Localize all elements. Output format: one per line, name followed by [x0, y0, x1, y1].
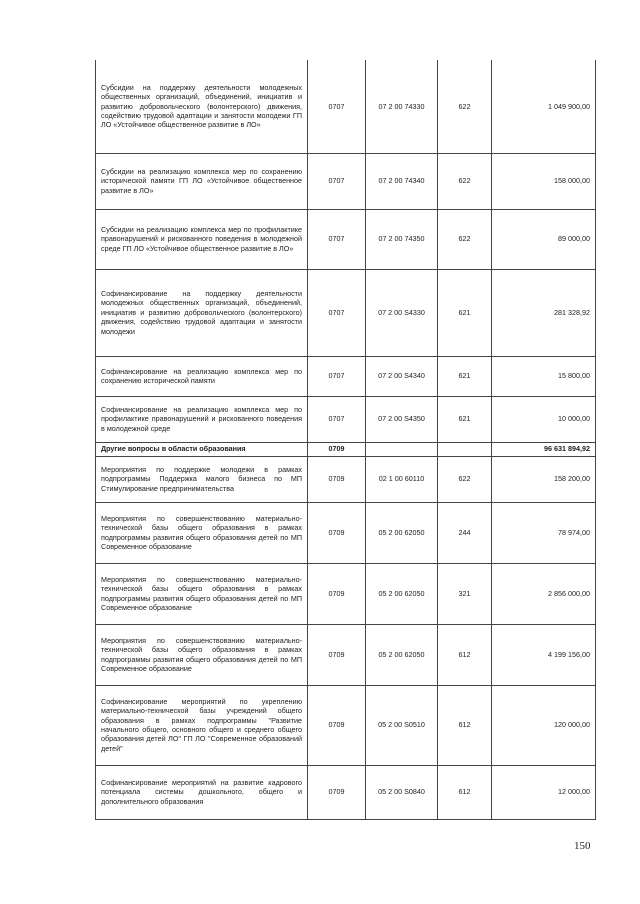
row-expense-type: 621	[438, 356, 492, 396]
row-description: Субсидии на поддержку деятельности молодежных общественных организаций, объединений, инициатив и развитию добровольческого (волонтерского) движения, содействию трудовой адаптации и занятости молодежи ГП ЛО «Устойчивое общественное развитие в ЛО»	[96, 60, 308, 153]
row-expense-type: 321	[438, 563, 492, 624]
row-description: Субсидии на реализацию комплекса мер по профилактике правонарушений и рискованного поведения в молодежной среде ГП ЛО «Устойчивое общественное развитие в ЛО»	[96, 209, 308, 269]
row-target-article: 07 2 00 74340	[366, 153, 438, 209]
row-target-article: 02 1 00 60110	[366, 456, 438, 502]
row-amount: 1 049 900,00	[492, 60, 596, 153]
table-row	[96, 356, 596, 396]
row-section-code: 0707	[308, 269, 366, 356]
row-target-article: 05 2 00 S0510	[366, 685, 438, 765]
row-amount: 15 800,00	[492, 356, 596, 396]
row-amount: 12 000,00	[492, 765, 596, 819]
row-expense-type: 622	[438, 153, 492, 209]
budget-table	[95, 60, 596, 820]
row-description: Мероприятия по совершенствованию материально-технической базы общего образования в рамках подпрограммы развития общего образования детей по МП Современное образование	[96, 624, 308, 685]
row-section-code: 0707	[308, 356, 366, 396]
row-target-article: 05 2 00 62050	[366, 624, 438, 685]
table-row	[96, 269, 596, 356]
row-section-code: 0709	[308, 442, 366, 456]
row-amount: 120 000,00	[492, 685, 596, 765]
row-expense-type: 621	[438, 396, 492, 442]
row-target-article: 07 2 00 S4340	[366, 356, 438, 396]
row-section-code: 0709	[308, 624, 366, 685]
row-description: Софинансирование мероприятий по укреплению материально-технической базы учреждений общего образования в рамках подпрограммы "Развитие начального общего, основного общего и среднего общего образования детей ЛО" ГП ЛО "Современное образований детей"	[96, 685, 308, 765]
row-description: Мероприятия по совершенствованию материально-технической базы общего образования в рамках подпрограммы развития общего образования детей по МП Современное образование	[96, 502, 308, 563]
row-expense-type	[438, 442, 492, 456]
row-expense-type: 612	[438, 624, 492, 685]
table-row	[96, 765, 596, 819]
row-expense-type: 622	[438, 60, 492, 153]
table-row	[96, 624, 596, 685]
row-description: Софинансирование на реализацию комплекса мер по сохранению исторической памяти	[96, 356, 308, 396]
row-expense-type: 622	[438, 456, 492, 502]
row-amount: 2 856 000,00	[492, 563, 596, 624]
row-section-code: 0709	[308, 563, 366, 624]
row-amount: 158 200,00	[492, 456, 596, 502]
row-section-code: 0707	[308, 60, 366, 153]
row-target-article: 07 2 00 74350	[366, 209, 438, 269]
row-expense-type: 244	[438, 502, 492, 563]
row-description: Софинансирование мероприятий на развитие кадрового потенциала системы дошкольного, общего и дополнительного образования	[96, 765, 308, 819]
row-expense-type: 621	[438, 269, 492, 356]
table-row	[96, 502, 596, 563]
row-target-article	[366, 442, 438, 456]
row-expense-type: 612	[438, 685, 492, 765]
row-description: Мероприятия по поддержке молодежи в рамках подпрограммы Поддержка малого бизнеса по МП Стимулирование предпринимательства	[96, 456, 308, 502]
row-description: Субсидии на реализацию комплекса мер по сохранению исторической памяти ГП ЛО «Устойчивое общественное развитие в ЛО»	[96, 153, 308, 209]
row-target-article: 07 2 00 S4330	[366, 269, 438, 356]
row-amount: 4 199 156,00	[492, 624, 596, 685]
row-section-code: 0707	[308, 209, 366, 269]
row-amount: 96 631 894,92	[492, 442, 596, 456]
table-row	[96, 456, 596, 502]
row-target-article: 05 2 00 62050	[366, 563, 438, 624]
row-section-code: 0709	[308, 765, 366, 819]
row-target-article: 07 2 00 S4350	[366, 396, 438, 442]
row-section-code: 0709	[308, 685, 366, 765]
table-row	[96, 442, 596, 456]
row-description: Другие вопросы в области образования	[96, 442, 308, 456]
row-description: Мероприятия по совершенствованию материально-технической базы общего образования в рамках подпрограммы развития общего образования детей по МП Современное образование	[96, 563, 308, 624]
row-target-article: 05 2 00 62050	[366, 502, 438, 563]
table-row	[96, 60, 596, 153]
row-amount: 10 000,00	[492, 396, 596, 442]
row-target-article: 07 2 00 74330	[366, 60, 438, 153]
table-row	[96, 685, 596, 765]
row-description: Софинансирование на поддержку деятельности молодежных общественных организаций, объединений, инициатив и развитию добровольческого (волонтерского) движения, содействию трудовой адаптации и занятости молодежи	[96, 269, 308, 356]
table-row	[96, 563, 596, 624]
row-section-code: 0707	[308, 153, 366, 209]
row-amount: 78 974,00	[492, 502, 596, 563]
table-row	[96, 153, 596, 209]
row-expense-type: 622	[438, 209, 492, 269]
row-amount: 89 000,00	[492, 209, 596, 269]
row-target-article: 05 2 00 S0840	[366, 765, 438, 819]
row-section-code: 0709	[308, 456, 366, 502]
table-row	[96, 209, 596, 269]
row-section-code: 0707	[308, 396, 366, 442]
page-number: 150	[574, 840, 591, 852]
row-amount: 281 328,92	[492, 269, 596, 356]
row-section-code: 0709	[308, 502, 366, 563]
row-description: Софинансирование на реализацию комплекса мер по профилактике правонарушений и рискованного поведения в молодежной среде	[96, 396, 308, 442]
table-row	[96, 396, 596, 442]
row-expense-type: 612	[438, 765, 492, 819]
row-amount: 158 000,00	[492, 153, 596, 209]
